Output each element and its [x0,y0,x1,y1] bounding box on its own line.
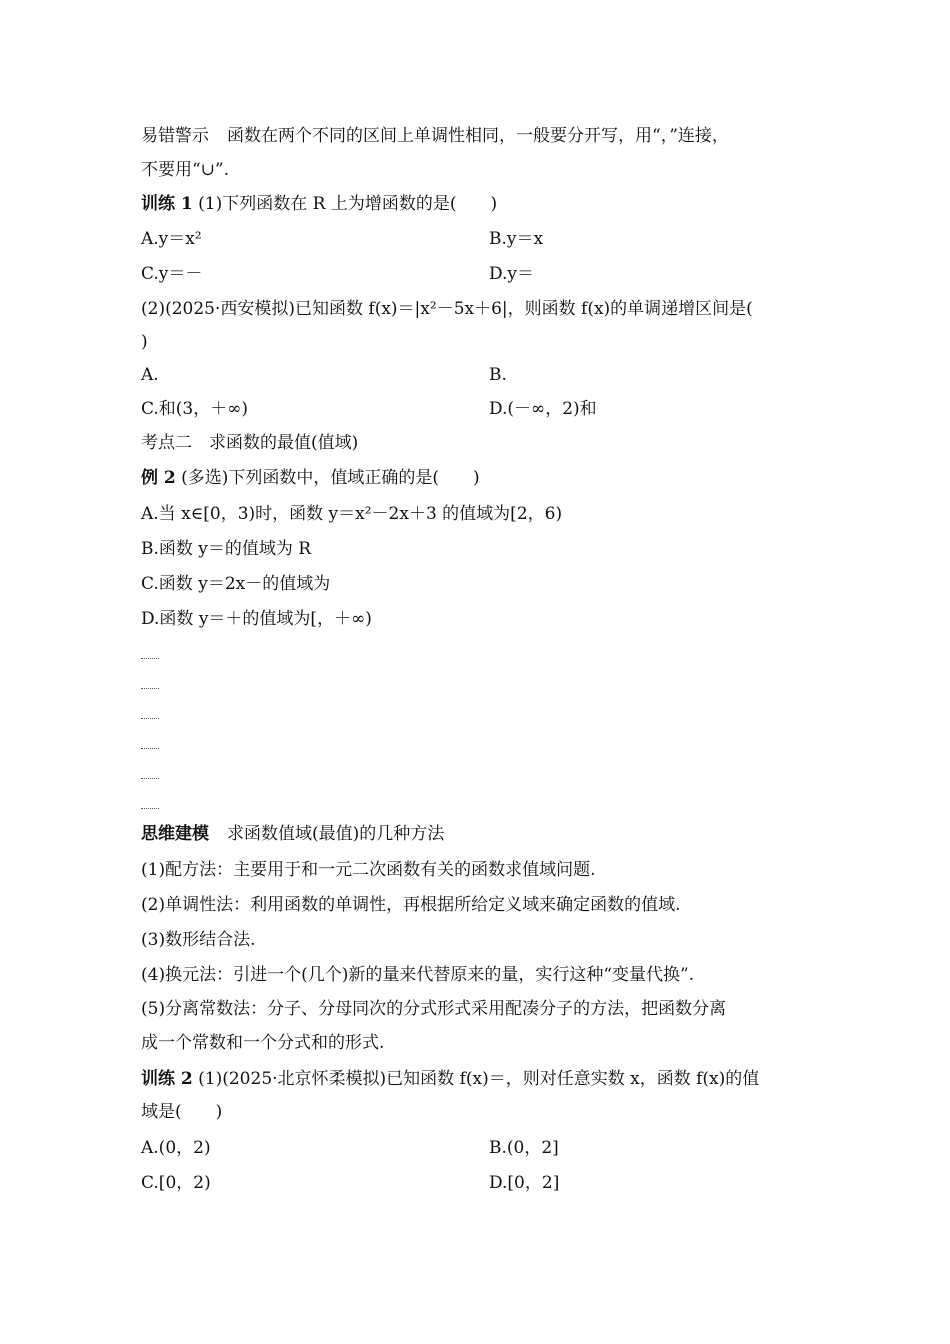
option-b: B. [489,365,507,385]
answer-blank [141,688,159,689]
option-a: A. [141,365,159,385]
example2-option-d: D.函数 y＝＋的值域为[，＋∞) [141,609,372,629]
example2-option-c: C.函数 y＝2x－的值域为 [141,574,331,594]
option-c: C.[0，2) [141,1173,211,1193]
option-a: A.y＝x² [141,229,202,249]
answer-blank [141,718,159,719]
training1-q2-line2: ) [141,332,148,352]
model-item: (2)单调性法：利用函数的单调性，再根据所给定义域来确定函数的值域. [141,895,681,915]
example2-option-b: B.函数 y＝的值域为 R [141,539,312,559]
model-heading [141,822,444,846]
warning-text-1: 函数在两个不同的区间上单调性相同，一般要分开写，用“，”连接， [227,126,729,146]
model-label: 思维建模 [141,824,209,844]
answer-blank [141,748,159,749]
training2-q1-line2: 域是( ) [141,1102,223,1122]
training2-label: 训练 2 [141,1069,193,1089]
model-item: (3)数形结合法. [141,930,256,950]
model-item: (4)换元法：引进一个(几个)新的量来代替原来的量，实行这种“变量代换”. [141,965,695,985]
warning-text-2: 不要用“∪”. [141,160,230,180]
example2-question-text: (多选)下列函数中，值域正确的是( ) [181,468,480,488]
example2-label: 例 2 [141,468,176,488]
model-item: (5)分离常数法：分子、分母同次的分式形式采用配凑分子的方法，把函数分离 [141,999,727,1019]
option-c: C.和(3，＋∞) [141,399,249,419]
warning-label: 易错警示 [141,126,209,146]
answer-blank [141,778,159,779]
answer-blank [141,808,159,809]
option-b: B.y＝x [489,229,544,249]
training1-question-1 [141,192,497,216]
answer-blank [141,658,159,659]
training2-question-1 [141,1067,759,1091]
training1-q1-text: (1)下列函数在 R 上为增函数的是( ) [198,194,498,214]
model-title: 求函数值域(最值)的几种方法 [227,824,445,844]
option-b: B.(0，2] [489,1138,559,1158]
option-d: D.y＝ [489,264,535,284]
training2-q1-text: (1)(2025·北京怀柔模拟)已知函数 f(x)＝，则对任意实数 x，函数 f(x)的值 [198,1069,760,1089]
training1-q2-line1: (2)(2025·西安模拟)已知函数 f(x)＝|x²－5x＋6|，则函数 f(x)的单调递增区间是( [141,299,753,319]
option-d: D.[0，2] [489,1173,560,1193]
example2-question [141,466,480,490]
warning-line-1 [141,124,729,148]
option-c: C.y＝－ [141,264,203,284]
model-item: 成一个常数和一个分式和的形式. [141,1033,385,1053]
section-title: 考点二 求函数的最值(值域) [141,433,359,453]
option-d: D.(－∞，2)和 [489,399,597,419]
option-a: A.(0，2) [141,1138,211,1158]
training1-label: 训练 1 [141,194,193,214]
model-item: (1)配方法：主要用于和一元二次函数有关的函数求值域问题. [141,860,596,880]
example2-option-a: A.当 x∈[0，3)时，函数 y＝x²－2x＋3 的值域为[2，6) [141,504,563,524]
